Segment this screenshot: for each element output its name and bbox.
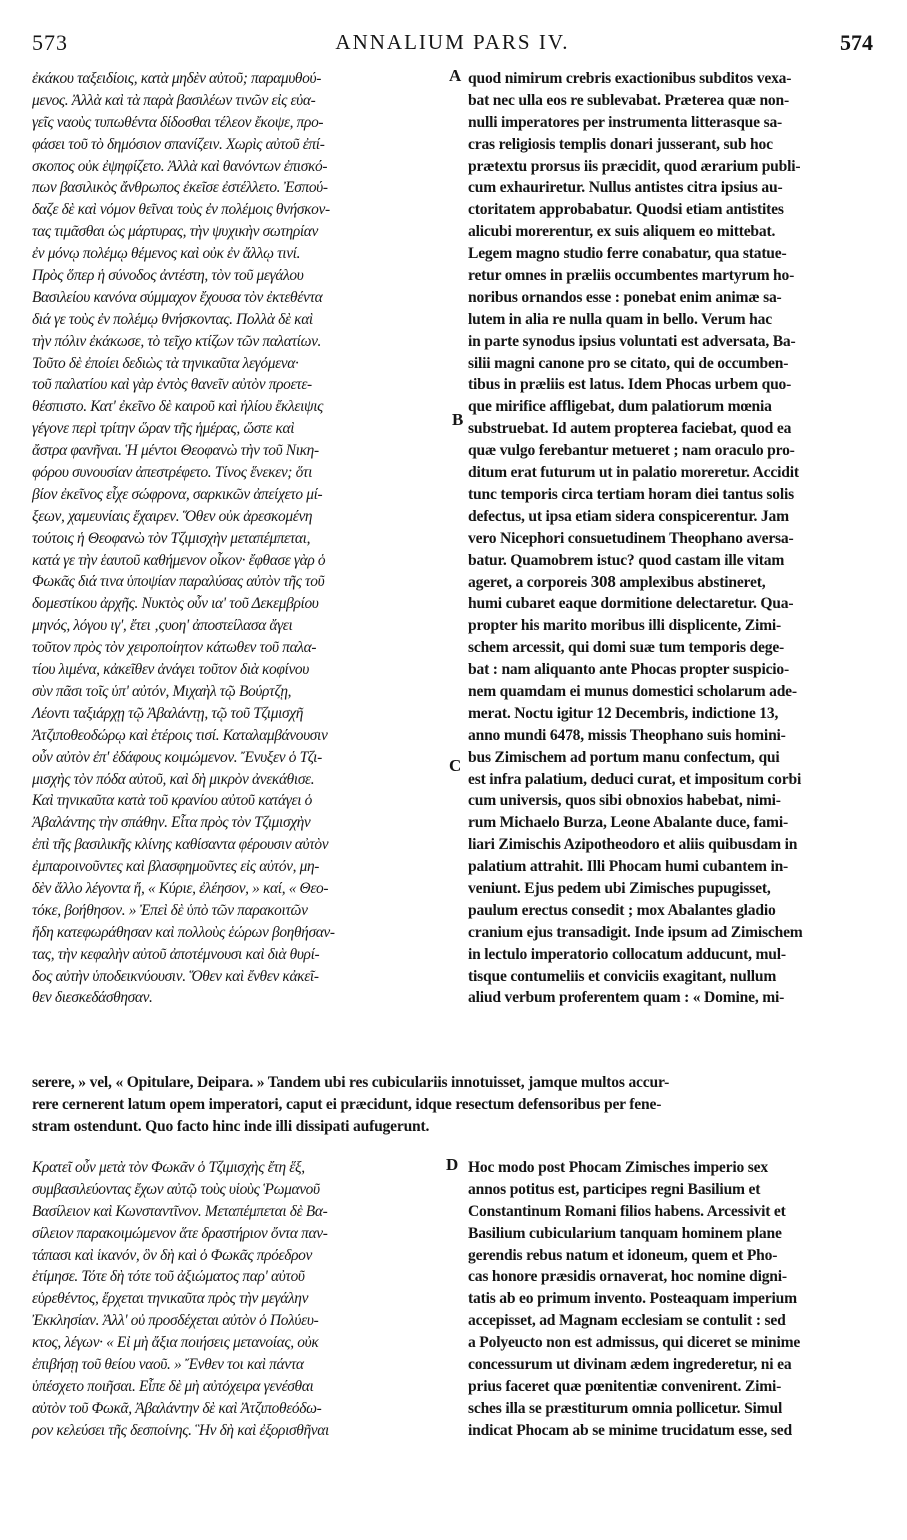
latin-text-line: bus Zimischem ad portum manu confectum, qui — [468, 748, 780, 766]
greek-text-line: εὑρεθέντος, ἔρχεται τηνικαῦτα πρὸς τὴν μεγάλην — [32, 1290, 309, 1308]
latin-text-line: est infra palatium, deduci curat, et impositum corbi — [468, 770, 802, 788]
greek-text-line: θεν διεσκεδάσθησαν. — [32, 989, 153, 1007]
latin-text-line: quod nimirum crebris exactionibus subditos vexa- — [468, 70, 792, 87]
latin-text-line: quæ vulgo ferebantur metueret ; nam oraculo pro- — [468, 442, 795, 460]
latin-text-line: paulum erectus consedit ; mox Abalantes gladio — [468, 901, 776, 919]
greek-text-line: ἐπιβήσῃ τοῦ θείου ναοῦ. » Ἔνθεν τοι καὶ πάντα — [32, 1356, 304, 1374]
greek-text-line: δος αὐτὴν ὑποδεικνύουσιν. Ὅθεν καὶ ἔνθεν κἀκεῖ- — [32, 967, 319, 985]
greek-text-line: Κρατεῖ οὖν μετὰ τὸν Φωκᾶν ὁ Τζιμισχὴς ἔτη ἕξ, — [32, 1159, 305, 1176]
greek-text-line: γεῖς ναοὺς τυπωθέντα δίδοσθαι τέλεον ἔκοψε, προ- — [32, 113, 324, 131]
latin-text-line: batur. Quamobrem istuc? quod castam ille vitam — [468, 551, 785, 569]
latin-text-line: in parte synodus ipsius voluntati est adversata, Ba- — [468, 332, 796, 350]
right-page-number: 574 — [840, 30, 873, 55]
greek-text-line: Ἀτζιποθεοδώρῳ καὶ ἑτέροις τισί. Καταλαμβάνουσιν — [32, 726, 328, 744]
latin-text-line: ditum erat futurum ut in palatio moreretur. Accidit — [468, 464, 799, 482]
greek-text-line: Βασίλειον καὶ Κωνσταντῖνον. Μεταπέμπεται δὲ Βα- — [32, 1202, 328, 1220]
margin-marker-a: A — [449, 66, 462, 85]
greek-text-line: τας, τὴν κεφαλὴν αὐτοῦ ἀποτέμνουσι καὶ διὰ θυρί- — [32, 945, 320, 963]
greek-text-line: τας τιμᾶσθαι ὡς μάρτυρας, τὴν ψυχικὴν σωτηρίαν — [32, 223, 319, 241]
full-width-paragraph — [32, 1072, 872, 1138]
greek-text-line: γέγονε περὶ τρίτην ὥραν τῆς ἡμέρας, ὥστε καὶ — [32, 420, 295, 438]
greek-text-line: οὖν αὐτὸν ἐπ' ἐδάφους κοιμώμενον. Ἔνυξεν ὁ Τζι- — [32, 748, 322, 766]
latin-text-line: defectus, ut ipsa etiam sidera conspicerentur. Jam — [468, 507, 789, 525]
latin-text-line: propter his marito moribus illi displicente, Zimi- — [468, 617, 781, 635]
greek-text-line: διά γε τοὺς ἐν πολέμῳ θνήσκοντας. Πολλὰ δὲ καὶ — [32, 310, 313, 328]
greek-text-line: σκοπος οὐκ ἐψηφίζετο. Ἀλλὰ καὶ θανόντων ἐπισκό- — [32, 157, 328, 175]
greek-text-line: βίον ἐκεῖνος εἶχε σώφρονα, σαρκικῶν ἀπείχετο μί- — [32, 485, 323, 503]
margin-marker-d: D — [446, 1155, 459, 1174]
latin-text-line: serere, » vel, « Opitulare, Deipara. » Tandem ubi res cubiculariis innotuisset, jamque multos accur- — [32, 1074, 670, 1091]
latin-text-line: indicat Phocam ab se minime trucidatum esse, sed — [468, 1421, 792, 1439]
latin-text-line: substruebat. Id autem propterea faciebat, quod ea — [468, 420, 792, 438]
greek-text-line: Βασιλείου κανόνα σύμμαχον ἔχουσα τὸν ἐκτεθέντα — [32, 288, 323, 306]
greek-text-line: σίλειον παρακοιμώμενον ἅτε δραστήριον ὄντα παν- — [32, 1224, 328, 1242]
running-header — [30, 30, 875, 56]
latin-text-line: in lectulo imperatorio collocatum adducunt, mul- — [468, 945, 786, 963]
latin-text-line: sches illa se præstiturum omnia pollicetur. Simul — [468, 1399, 783, 1417]
latin-text-line: rere cernerent latum opem imperatori, caput ei præcidunt, idque resectum defensoribus per fene- — [32, 1096, 662, 1113]
greek-text-line: ἐκάκου ταξειδίοις, κατὰ μηδὲν αὐτοῦ; παραμυθού- — [32, 70, 321, 87]
latin-text-line: palatium attrahit. Illi Phocam humi cubantem in- — [468, 858, 789, 876]
latin-text-line: alicubi morerentur, ex suis aliquem eo mittebat. — [468, 223, 776, 241]
greek-text-line: μενος. Ἀλλὰ καὶ τὰ παρὰ βασιλέων τινῶν εἰς εὐα- — [32, 91, 316, 109]
greek-text-line: σὺν πᾶσι τοῖς ὑπ' αὐτόν, Μιχαὴλ τῷ Βούρτζῃ, — [32, 682, 292, 700]
latin-text-line: cum universis, quos sibi obnoxios habebat, nimi- — [468, 792, 781, 810]
latin-text-line: concessurum ut divinam ædem ingrederetur, ni ea — [468, 1356, 792, 1374]
margin-marker-c: C — [449, 756, 462, 775]
greek-text-line: φόρου συνουσίαν ἀπεστρέφετο. Τίνος ἕνεκεν; ὅτι — [32, 464, 313, 482]
latin-text-line: nem quamdam ei munus domestici scholarum ade- — [468, 682, 797, 700]
greek-text-line: ἐν μόνῳ πολέμῳ θέμενος καὶ οὐκ ἐν ἄλλῳ τινί. — [32, 245, 301, 263]
greek-text-line: ξεων, χαμευνίαις ἔχαιρεν. Ὅθεν οὐκ ἀρεσκομένη — [32, 507, 313, 525]
latin-text-line: tisque contumeliis et conviciis exagitant, nullum — [468, 967, 777, 985]
latin-text-line: anno mundi 6478, missis Theophano suis homini- — [468, 726, 786, 744]
greek-text-line: Πρὸς ὅπερ ἡ σύνοδος ἀντέστη, τὸν τοῦ μεγάλου — [32, 267, 304, 285]
latin-text-line: noribus ornandos esse : ponebat enim animæ sa- — [468, 288, 782, 306]
latin-text-line: gerendis rebus natum et idoneum, quem et Pho- — [468, 1246, 778, 1264]
latin-text-line: aliud verbum proferentem quam : « Domine, mi- — [468, 989, 785, 1007]
latin-text-line: nulli imperatores per instrumenta litterasque sa- — [468, 113, 783, 131]
greek-column-bottom — [32, 1157, 450, 1442]
greek-text-line: δαζε δὲ καὶ νόμον θεῖναι τοὺς ἐν πολέμοις θνήσκον- — [32, 201, 330, 219]
greek-text-line: ὑπέσχετο ποιῆσαι. Εἶπε δὲ μὴ αὐτόχειρα γενέσθαι — [32, 1377, 314, 1395]
greek-text-line: μισχὴς τὸν πόδα αὐτοῦ, καὶ δὴ μικρὸν ἀνεκάθισε. — [32, 770, 315, 788]
latin-text-line: bat : nam aliquanto ante Phocas propter suspicio- — [468, 661, 790, 679]
latin-text-line: annos potitus est, participes regni Basilium et — [468, 1180, 761, 1198]
greek-text-line: κτος, λέγων· « Εἰ μὴ ἄξια ποιήσεις μετανοίας, οὐκ — [32, 1334, 319, 1352]
greek-text-line: Φωκᾶς διά τινα ὑποψίαν παραλύσας αὐτὸν τῆς τοῦ — [32, 573, 325, 591]
latin-text-line: tunc temporis circa tertiam horam diei tantus solis — [468, 485, 795, 503]
latin-text-line: Basilium cubicularium tanquam hominem plane — [468, 1224, 782, 1242]
latin-text-line: ageret, a corporeis 308 amplexibus abstineret, — [468, 572, 766, 592]
greek-text-line: ἄστρα φανῆναι. Ἡ μέντοι Θεοφανὼ τὴν τοῦ Νικη- — [32, 442, 319, 460]
latin-text-line: veniunt. Ejus pedem ubi Zimisches pupugisset, — [468, 879, 771, 897]
greek-text-line: Καὶ τηνικαῦτα κατὰ τοῦ κρανίου αὐτοῦ κατάγει ὁ — [32, 792, 312, 810]
inline-page-number: 308 — [590, 572, 616, 592]
greek-text-line: ἤδη κατεφωράθησαν καὶ πολλοὺς ἑώρων βοηθήσαν- — [32, 923, 335, 941]
latin-column-bottom — [468, 1157, 876, 1442]
greek-text-line: τοῦτον πρὸς τὸν χειροποίητον κάτωθεν τοῦ παλα- — [32, 639, 317, 657]
latin-text-line: que mirifice affligebat, dum palatiorum mœnia — [468, 398, 772, 416]
latin-text-line: liari Zimischis Azipotheodoro et aliis quibusdam in — [468, 836, 798, 854]
greek-column-top — [32, 68, 450, 1009]
greek-text-line: Ἀβαλάντης τὴν σπάθην. Εἶτα πρὸς τὸν Τζιμισχὴν — [32, 814, 311, 832]
latin-text-line: Constantinum Romani filios habens. Arcessivit et — [468, 1202, 786, 1220]
latin-text-line: schem arcessit, qui domi suæ tum temporis dege- — [468, 639, 785, 657]
latin-column-top — [468, 68, 876, 1009]
latin-text-line: retur omnes in præliis occumbentes martyrum ho- — [468, 267, 795, 285]
greek-text-line: πων βασιλικὸς ἄνθρωπος ἐκεῖσε ἐστέλλετο. Ἐσπού- — [32, 179, 328, 197]
latin-text-line: merat. Noctu igitur 12 Decembris, indictione 13, — [468, 704, 779, 722]
greek-text-line: φάσει τοῦ τὸ δημόσιον σπανίζειν. Χωρὶς αὐτοῦ ἐπί- — [32, 135, 325, 153]
latin-text-line: a Polyeucto non est admissus, qui diceret se minime — [468, 1334, 801, 1352]
latin-text-line: accepisset, ad Magnam ecclesiam se contulit : sed — [468, 1312, 786, 1330]
greek-text-line: ἐτίμησε. Τότε δὴ τότε τοῦ ἀξιώματος παρ' αὐτοῦ — [32, 1268, 305, 1286]
greek-text-line: μηνός, λόγου ιγ', ἔτει ‚ςυοη' ἀποστείλασα ἄγει — [32, 617, 293, 635]
greek-text-line: θέσπιστο. Κατ' ἐκεῖνο δὲ καιροῦ καὶ ἡλίου ἔκλειψις — [32, 398, 324, 416]
greek-text-line: Ἐκκλησίαν. Ἀλλ' οὐ προσδέχεται αὐτὸν ὁ Πολύευ- — [32, 1312, 319, 1330]
latin-text-line: humi cubaret eaque dormitione delectaretur. Qua- — [468, 595, 794, 613]
greek-text-line: αὐτὸν τοῦ Φωκᾶ, Ἀβαλάντην δὲ καὶ Ἀτζιποθεόδω- — [32, 1399, 322, 1417]
latin-text-line: lutem in alia re nulla quam in bello. Verum hac — [468, 310, 772, 328]
latin-text-line: prius faceret quæ pœnitentiæ convenirent. Zimi- — [468, 1377, 782, 1395]
latin-text-line: prætextu prorsus iis præcidit, quod ærarium publi- — [468, 157, 801, 175]
margin-marker-b: B — [452, 410, 464, 429]
latin-text-line: silii magni canone pro se citato, qui de occumben- — [468, 354, 789, 372]
latin-text-line: rum Michaelo Burza, Leone Abalante duce, fami- — [468, 814, 788, 832]
latin-text-line: cranium ejus transadigit. Inde ipsum ad Zimischem — [468, 923, 803, 941]
latin-text-line: vero Nicephori consuetudinem Theophano aversa- — [468, 529, 794, 547]
greek-text-line: τίου λιμένα, κἀκεῖθεν ἀνάγει τοῦτον διὰ κοφίνου — [32, 661, 309, 679]
greek-text-line: ἐμπαροινοῦντες καὶ βλασφημοῦντες εἰς αὐτόν, μη- — [32, 858, 320, 876]
latin-text-line: stram ostendunt. Quo facto hinc inde illi dissipati aufugerunt. — [32, 1118, 430, 1135]
latin-text-line: ctoritatem approbabatur. Quodsi etiam antistites — [468, 201, 784, 219]
greek-text-line: τόκε, βοήθησον. » Ἐπεὶ δὲ ὑπὸ τῶν παρακοιτῶν — [32, 901, 308, 919]
latin-text-line: tibus in præliis est latus. Idem Phocas urbem quo- — [468, 376, 792, 394]
latin-text-line: tatis ab eo primum invento. Posteaquam imperium — [468, 1290, 797, 1308]
latin-text-line: cum exhauriretur. Nullus antistes citra ipsius au- — [468, 179, 783, 197]
greek-text-line: Λέοντι ταξιάρχῃ τῷ Ἀβαλάντῃ, τῷ τοῦ Τζιμισχῆ — [32, 704, 303, 722]
greek-text-line: συμβασιλεύοντας ἔχων αὐτῷ τοὺς υἱοὺς Ῥωμανοῦ — [32, 1180, 320, 1198]
latin-text-line: Legem magno studio ferre conabatur, qua statue- — [468, 245, 787, 263]
latin-text-line: bat nec ulla eos re sublevabat. Præterea quæ non- — [468, 91, 789, 109]
latin-text-line: cras religiosis templis donari jusserant, sub hoc — [468, 135, 773, 153]
greek-text-line: δομεστίκου ἀρχῆς. Νυκτὸς οὖν ια' τοῦ Δεκεμβρίου — [32, 595, 319, 613]
greek-text-line: τὴν πόλιν ἐκάκωσε, τὸ τεῖχο κτίζων τῶν παλατίων. — [32, 332, 322, 350]
latin-text-line: Hoc modo post Phocam Zimisches imperio sex — [468, 1159, 768, 1176]
greek-text-line: τοῦ παλατίου καὶ γὰρ ἐντὸς θανεῖν αὐτὸν προετε- — [32, 376, 312, 394]
latin-text-line: cas honore præsidis ornaverat, hoc nomine digni- — [468, 1268, 787, 1286]
greek-text-line: ἐπὶ τῆς βασιλικῆς κλίνης καθίσαντα φέρουσιν αὐτὸν — [32, 836, 329, 854]
greek-text-line: ρον κελεύσει τῆς δεσποίνης. Ἣν δὴ καὶ ἐξορισθῆναι — [32, 1421, 329, 1439]
left-page-number: 573 — [32, 30, 68, 55]
greek-text-line: τάπασι καὶ ἱκανόν, ὃν δὴ καὶ ὁ Φωκᾶς πρόεδρον — [32, 1246, 312, 1264]
greek-text-line: δὲν ἄλλο λέγοντα ἤ, « Κύριε, ἐλέησον, » καί, « Θεο- — [32, 879, 329, 897]
greek-text-line: κατά γε τὴν ἑαυτοῦ καθήμενον οἶκον· ἔφθασε γὰρ ὁ — [32, 551, 326, 569]
greek-text-line: Τοῦτο δὲ ἐποίει δεδιὼς τὰ τηνικαῦτα λεγόμενα· — [32, 354, 299, 372]
running-title: ANNALIUM PARS IV. — [335, 30, 570, 54]
greek-text-line: τούτοις ἡ Θεοφανὼ τὸν Τζιμισχὴν μεταπέμπεται, — [32, 529, 311, 547]
